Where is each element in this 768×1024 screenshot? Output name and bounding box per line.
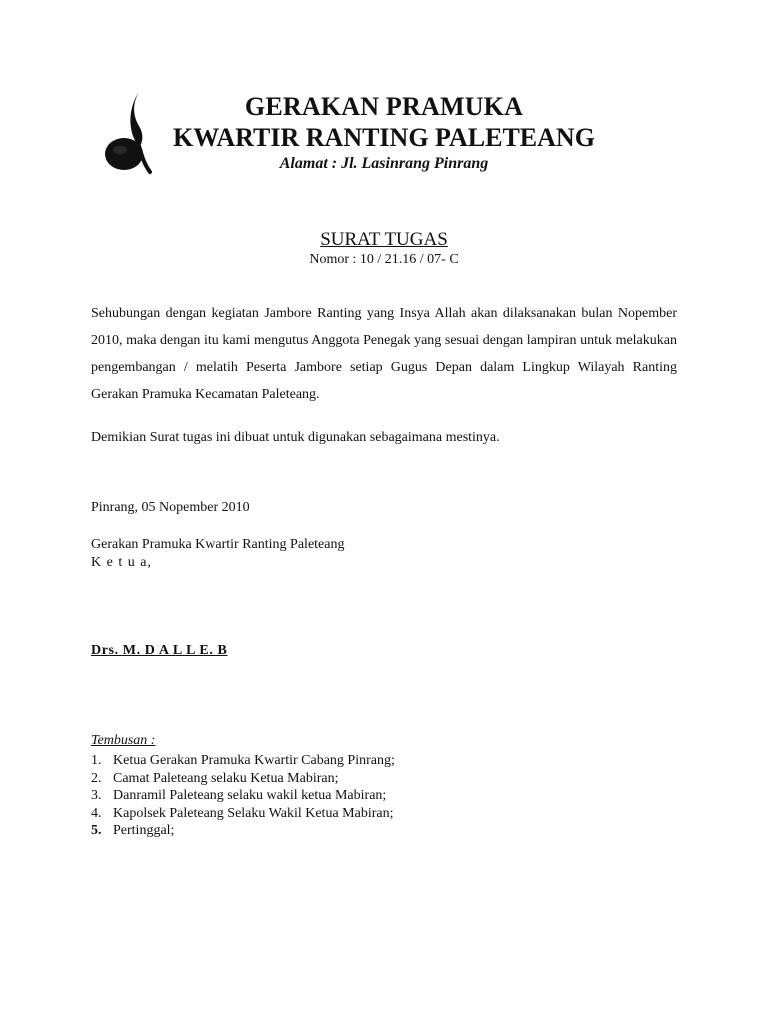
body-paragraph-1: Sehubungan dengan kegiatan Jambore Ranting yang Insya Allah akan dilaksanakan bulan Nopember 2010, maka dengan itu kami mengutus Anggota Penegak yang sesuai dengan lampiran untuk melakukan pengembangan / melatih Peserta Jambore setiap Gugus Depan dalam Lingkup Wilayah Ranting Gerakan Pramuka Kecamatan Paleteang. <box>91 306 677 402</box>
signature-organization: Gerakan Pramuka Kwartir Ranting Paleteang <box>91 537 345 552</box>
cc-item-text: Pertinggal; <box>113 823 175 838</box>
signature-role: K e t u a, <box>91 555 152 570</box>
cc-item-number: 5. <box>91 823 102 838</box>
cc-list-item <box>91 787 395 805</box>
organization-address: Alamat : Jl. Lasinrang Pinrang <box>279 155 489 172</box>
cc-item-number: 1. <box>91 753 102 768</box>
cc-list <box>91 752 395 840</box>
cc-item-text: Camat Paleteang selaku Ketua Mabiran; <box>113 770 339 786</box>
cc-item-number: 3. <box>91 788 102 803</box>
cc-list-item <box>91 822 395 840</box>
cc-item-number: 4. <box>91 805 102 821</box>
organization-branch: KWARTIR RANTING PALETEANG <box>173 123 595 152</box>
cc-item-number: 2. <box>91 770 102 786</box>
cc-item-text: Danramil Paleteang selaku wakil ketua Mabiran; <box>113 788 387 803</box>
cc-list-item <box>91 805 395 823</box>
cc-list-item <box>91 770 395 788</box>
cc-item-text: Kapolsek Paleteang Selaku Wakil Ketua Mabiran; <box>113 805 394 821</box>
document-title: SURAT TUGAS <box>320 229 448 250</box>
cc-title: Tembusan : <box>91 733 156 748</box>
signer-name: Drs. M. D A L L E. B <box>91 643 228 658</box>
organization-name: GERAKAN PRAMUKA <box>244 92 524 121</box>
signature-place-date: Pinrang, 05 Nopember 2010 <box>91 500 250 515</box>
body-paragraph-2: Demikian Surat tugas ini dibuat untuk digunakan sebagaimana mestinya. <box>91 430 500 445</box>
cc-item-text: Ketua Gerakan Pramuka Kwartir Cabang Pinrang; <box>113 753 395 768</box>
cc-list-item <box>91 752 395 770</box>
document-number: Nomor : 10 / 21.16 / 07- C <box>309 252 459 267</box>
